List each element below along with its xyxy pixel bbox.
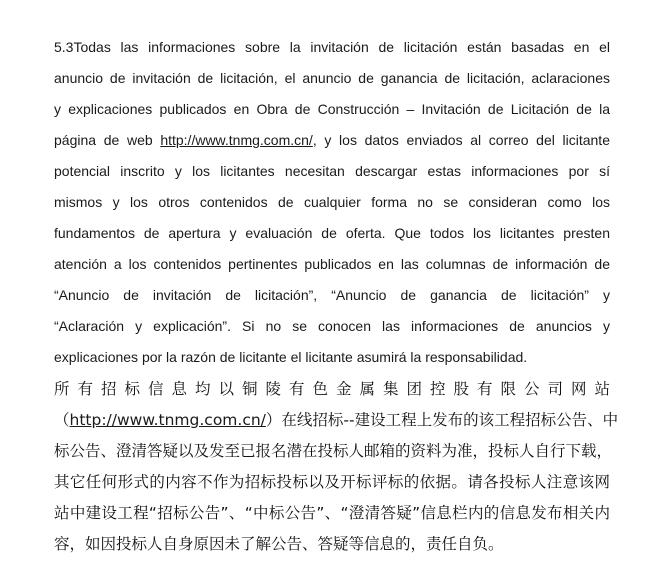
paragraph-line: 所有招标信息均以铜陵有色金属集团控股有限公司网站 bbox=[54, 380, 610, 398]
line-text: página de web bbox=[54, 132, 161, 148]
paragraph-line: explicaciones por la razón de licitante el licitante asumirá la responsabilidad. bbox=[54, 349, 528, 365]
paragraph-line: potencial inscrito y los licitantes necesitan descargar estas informaciones por sí bbox=[54, 163, 610, 179]
paragraph-line: 5.3Todas las informaciones sobre la invitación de licitación están basadas en el bbox=[54, 39, 610, 55]
paragraph-line: 标公告、澄清答疑以及发至已报名潜在投标人邮箱的资料为准，投标人自行下载， bbox=[54, 442, 613, 460]
paragraph-line: anuncio de invitación de licitación, el anuncio de ganancia de licitación, aclaraciones bbox=[54, 70, 610, 86]
paragraph-line: “Aclaración y explicación”. Si no se conocen las informaciones de anuncios y bbox=[54, 318, 610, 334]
paragraph-line-with-link bbox=[54, 405, 619, 436]
website-link[interactable]: http://www.tnmg.com.cn/ bbox=[160, 132, 313, 148]
paragraph-line: mismos y los otros contenidos de cualquier forma no se consideran como los bbox=[54, 194, 610, 210]
spanish-clause-paragraph bbox=[54, 32, 610, 373]
line-text: ）在线招标--建设工程上发布的该工程招标公告、中 bbox=[265, 411, 619, 429]
paragraph-line: 容，如因投标人自身原因未了解公告、答疑等信息的，责任自负。 bbox=[54, 535, 504, 553]
paragraph-line: 其它任何形式的内容不作为招标投标以及开标评标的依据。请各投标人注意该网 bbox=[54, 473, 610, 491]
paragraph-line-with-link bbox=[54, 125, 610, 156]
paragraph-line: y explicaciones publicados en Obra de Construcción – Invitación de Licitación de la bbox=[54, 101, 610, 117]
paragraph-line: atención a los contenidos pertinentes publicados en las columnas de información de bbox=[54, 256, 610, 272]
paragraph-line: fundamentos de apertura y evaluación de oferta. Que todos los licitantes presten bbox=[54, 225, 610, 241]
chinese-clause-paragraph bbox=[54, 374, 619, 560]
paragraph-line: “Anuncio de invitación de licitación”, “Anuncio de ganancia de licitación” y bbox=[54, 287, 610, 303]
line-text: , y los datos enviados al correo del licitante bbox=[312, 132, 610, 148]
line-text: （ bbox=[54, 411, 70, 429]
paragraph-line: 站中建设工程“招标公告”、“中标公告”、“澄清答疑”信息栏内的信息发布相关内 bbox=[54, 504, 610, 522]
website-link[interactable]: http://www.tnmg.com.cn/ bbox=[69, 411, 266, 429]
